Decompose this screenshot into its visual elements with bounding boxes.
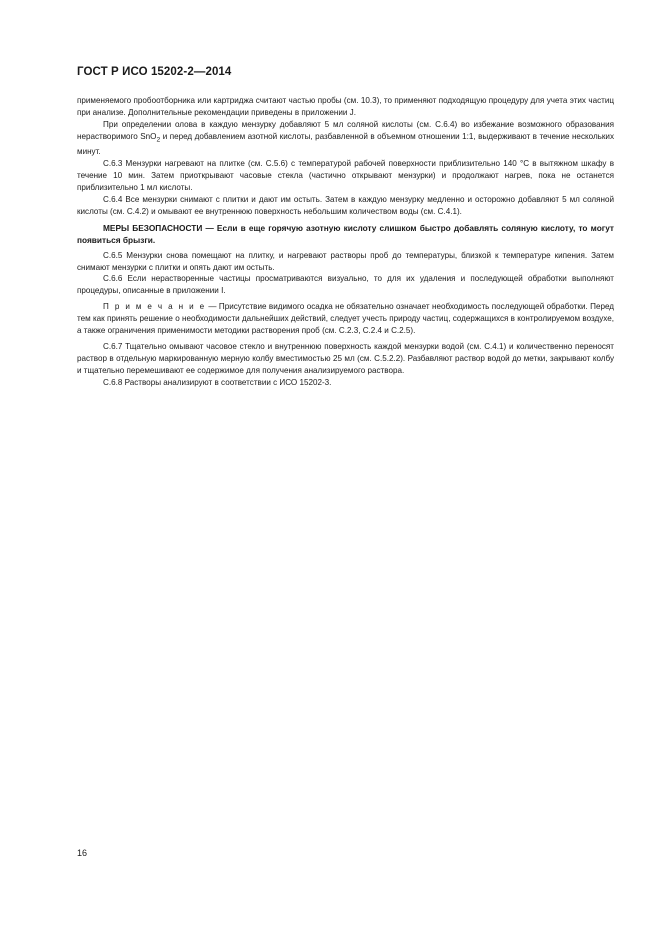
document-header: ГОСТ Р ИСО 15202-2—2014 bbox=[77, 66, 232, 78]
note-text: — Присутствие видимого осадка не обязательно означает необходимость последующей обработки. Перед тем как принять решение о необходимости дальнейших действий, следует учесть природу частиц, содержащихся в контролируемом воздухе, а также ограничения применимости методики растворения проб (см. С.2.3, С.2.4 и С.2.5). bbox=[77, 302, 615, 336]
note-label: П р и м е ч а н и е bbox=[103, 302, 206, 312]
paragraph-continuation: применяемого пробоотборника или картриджа считают частью пробы (см. 10.3), то применяют подходящую процедуру для учета этих частиц при анализе. Дополнительные рекомендации приведены в приложении J. bbox=[77, 96, 614, 117]
paragraph-c-6-4: С.6.4 Все мензурки снимают с плитки и дают им остыть. Затем в каждую мензурку медленно и осторожно добавляют 5 мл соляной кислоты (см. С.4.2) и омывают ее внутреннюю поверхность небольшим количеством воды (см. С.4.1). bbox=[77, 194, 614, 216]
note bbox=[77, 301, 614, 337]
paragraph-c-6-5: С.6.5 Мензурки снова помещают на плитку, и нагревают растворы проб до температуры, близкой к температуре кипения. Затем снимают мензурки с плитки и опять дают им остыть. bbox=[77, 250, 614, 272]
paragraph-c-6-6: С.6.6 Если нерастворенные частицы просматриваются визуально, то для их удаления и последующей обработки выполняют процедуры, описанные в приложении I. bbox=[77, 274, 614, 296]
paragraph-tin-determination bbox=[77, 119, 614, 158]
document-body bbox=[77, 95, 614, 389]
page-number: 16 bbox=[77, 848, 88, 858]
subscript-2: 2 bbox=[156, 136, 161, 144]
paragraph-c-6-7: С.6.7 Тщательно омывают часовое стекло и внутреннюю поверхность каждой мензурки водой (см. С.4.1) и количественно переносят раствор в отдельную маркированную мерную колбу вместимостью 25 мл (см. С.5.2.2). Разбавляют раствор водой до метки, закрывают колбу и тщательно перемешивают ее содержимое для получения анализируемого раствора. bbox=[77, 342, 614, 375]
safety-warning: МЕРЫ БЕЗОПАСНОСТИ — Если в еще горячую азотную кислоту слишком быстро добавлять соляную кислоту, то могут появиться брызги. bbox=[77, 222, 614, 245]
paragraph-tin-text-a: При определении олова в каждую мензурку добавляют 5 мл соляной кислоты (см. С.6.4) во избежание возможного образования нерастворимого SnO bbox=[77, 119, 614, 141]
paragraph-tin-text-b: и перед добавлением азотной кислоты, разбавленной в объемном отношении 1:1, выдерживают в течение нескольких минут. bbox=[77, 131, 614, 157]
paragraph-c-6-8: С.6.8 Растворы анализируют в соответствии с ИСО 15202-3. bbox=[103, 377, 332, 387]
paragraph-c-6-3: С.6.3 Мензурки нагревают на плитке (см. С.5.6) с температурой рабочей поверхности приблизительно 140 °С в вытяжном шкафу в течение 10 мин. Затем приоткрывают часовые стекла (частично открывают мензурки) и продолжают нагрев, пока не останется приблизительно 1 мл кислоты. bbox=[77, 159, 614, 192]
